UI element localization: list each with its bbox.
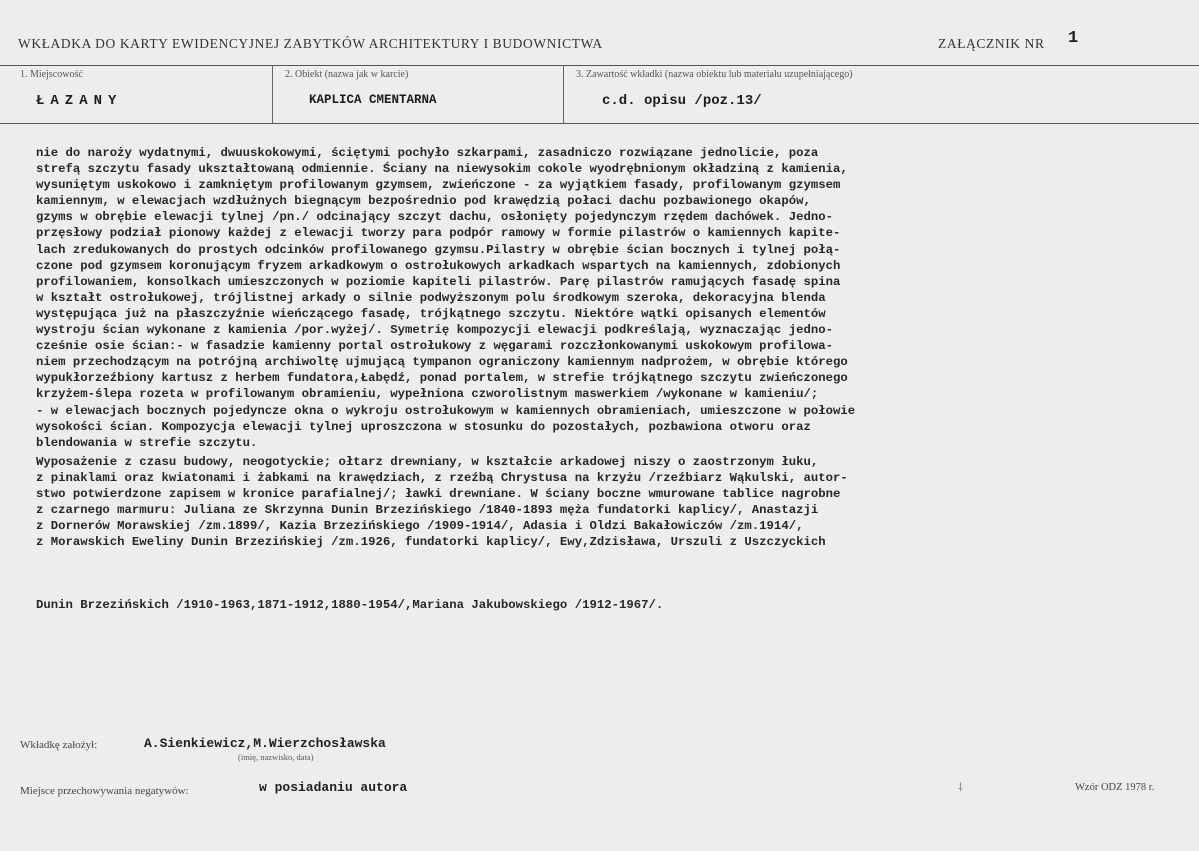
object-value: KAPLICA CMENTARNA — [309, 93, 437, 107]
text-line: lach zredukowanych do prostych odcinków profilowanego gzymsu.Pilastry w obrębie ścian bocznych i tylnej połą- — [36, 242, 841, 257]
stamp-mark-icon: ⸸ — [958, 782, 964, 794]
text-line: gzyms w obrębie elewacji tylnej /pn./ odcinający szczyt dachu, osłonięty pojedynczym rzędem dachówek. Jedno- — [36, 210, 833, 225]
text-line: z czarnego marmuru: Juliana ze Skrzynna Dunin Brzezińskiego /1840-1893 męża fundatorki kaplicy/, Anastazji — [36, 503, 819, 518]
content-value: c.d. opisu /poz.13/ — [602, 93, 762, 109]
object-label: 2. Obiekt (nazwa jak w karcie) — [285, 69, 409, 80]
text-line-final: Dunin Brzezińskich /1910-1963,1871-1912,1880-1954/,Mariana Jakubowskiego /1912-1967/. — [36, 598, 664, 612]
text-line: w kształt ostrołukowej, trójlistnej arkady o silnie podwyższonym polu środkowym szeroka, dekoracyjna blenda — [36, 290, 826, 305]
text-line: krzyżem-ślepa rozeta w profilowanym obramieniu, wypełniona czworolistnym maswerkiem /wykonane w kamieniu/; — [36, 387, 819, 402]
text-line: przęsłowy podział pionowy każdej z elewacji tworzy para podpór ramowy w formie pilastrów o kamiennych kapite- — [36, 226, 841, 241]
text-line: występująca już na płaszczyźnie wieńczącego fasadę, trójkątnego szczytu. Niektóre wątki opisanych elementów — [36, 306, 826, 321]
text-line: cześnie osie ścian:- w fasadzie kamienny portal ostrołukowy z węgarami rozczłonkowanymi uskokowym profilowa- — [36, 339, 833, 354]
text-line: wysuniętym uskokowo i zamkniętym profilowanym gzymsem, zwieńczone - za wyjątkiem fasady, profilowanym gzymsem — [36, 178, 841, 193]
place-cell — [0, 65, 273, 123]
content-label: 3. Zawartość wkładki (nazwa obiektu lub materiału uzupełniającego) — [576, 69, 853, 80]
negatives-label: Miejsce przechowywania negatywów: — [20, 785, 189, 797]
author-hint: (imię, nazwisko, data) — [238, 752, 314, 762]
text-line: z Dornerów Morawskiej /zm.1899/, Kazia Brzezińskiego /1909-1914/, Adasia i Oldzi Bakałowiczów /zm.1914/, — [36, 519, 804, 534]
text-line: strefą szczytu fasady ukształtowaną odmiennie. Ściany na niewysokim cokole wyodrębnionym okładziną z kamienia, — [36, 162, 848, 177]
fields-row — [0, 65, 1199, 124]
text-line: stwo potwierdzone zapisem w kronice parafialnej/; ławki drewniane. W ściany boczne wmurowane tablice nagrobne — [36, 486, 841, 501]
text-line: niem przechodzącym na potrójną archiwoltę ujmującą tympanon ograniczony kamiennym nadprożem, w obrębie którego — [36, 355, 848, 370]
place-label: 1. Miejscowość — [20, 69, 83, 80]
document-title: WKŁADKA DO KARTY EWIDENCYJNEJ ZABYTKÓW ARCHITEKTURY I BUDOWNICTWA — [18, 36, 603, 51]
text-line: blendowania w strefie szczytu. — [36, 435, 258, 450]
text-line: z Morawskich Eweliny Dunin Brzezińskiej /zm.1926, fundatorki kaplicy/, Ewy,Zdzisława, Urszuli z Uszczyckich — [36, 535, 826, 550]
header — [0, 0, 1199, 66]
negatives-value: w posiadaniu autora — [259, 780, 408, 795]
text-line: profilowaniem, konsolkach umieszczonych w poziomie kapiteli pilastrów. Parę pilastrów ramujących fasadę spina — [36, 274, 841, 289]
place-value: ŁAZANY — [36, 93, 123, 109]
description-text — [36, 145, 1162, 550]
attachment-number: 1 — [1068, 29, 1079, 48]
text-line: z pinaklami oraz kwiatonami i żabkami na krawędziach, z rzeźbą Chrystusa na krzyżu /rzeźbiarz Wąkulski, autor- — [36, 470, 848, 485]
text-line: wysokości ścian. Kompozycja elewacji tylnej uproszczona w stosunku do pozostałych, pozbawiona otworu oraz — [36, 419, 811, 434]
text-line: czone pod gzymsem koronującym fryzem arkadkowym o ostrołukowych arkadkach wspartych na kamiennych, zdobionych — [36, 258, 841, 273]
text-line: Wyposażenie z czasu budowy, neogotyckie; ołtarz drewniany, w kształcie arkadowej niszy o zaostrzonym łuku, — [36, 454, 819, 469]
text-line: wystroju ścian wykonane z kamienia /por.wyżej/. Symetrię kompozycji elewacji podkreślają, wyznaczając jedno- — [36, 323, 833, 338]
text-line: nie do naroży wydatnymi, dwuuskokowymi, ściętymi pochyło szkarpami, zasadniczo rozwiązane jednolicie, poza — [36, 146, 819, 160]
text-line: wypukłorzeźbiony kartusz z herbem fundatora,Łabędź, ponad portalem, w strefie trójkątnego szczytu zwieńczonego — [36, 371, 848, 386]
author-value: A.Sienkiewicz,M.Wierzchosławska — [144, 736, 386, 751]
content-cell — [564, 65, 1199, 123]
attachment-label: ZAŁĄCZNIK NR — [938, 36, 1045, 51]
text-line: kamiennym, w elewacjach wzdłużnych biegnącym bezpośrednio pod krawędzią połaci dachu pozbawionego okapów, — [36, 194, 811, 209]
text-line: - w elewacjach bocznych pojedyncze okna o wykroju ostrołukowym w kamiennych obramieniach, umieszczone w połowie — [36, 403, 856, 418]
author-label: Wkładkę założył: — [20, 739, 98, 751]
object-cell — [273, 65, 564, 123]
form-code: Wzór ODZ 1978 r. — [1075, 782, 1155, 793]
